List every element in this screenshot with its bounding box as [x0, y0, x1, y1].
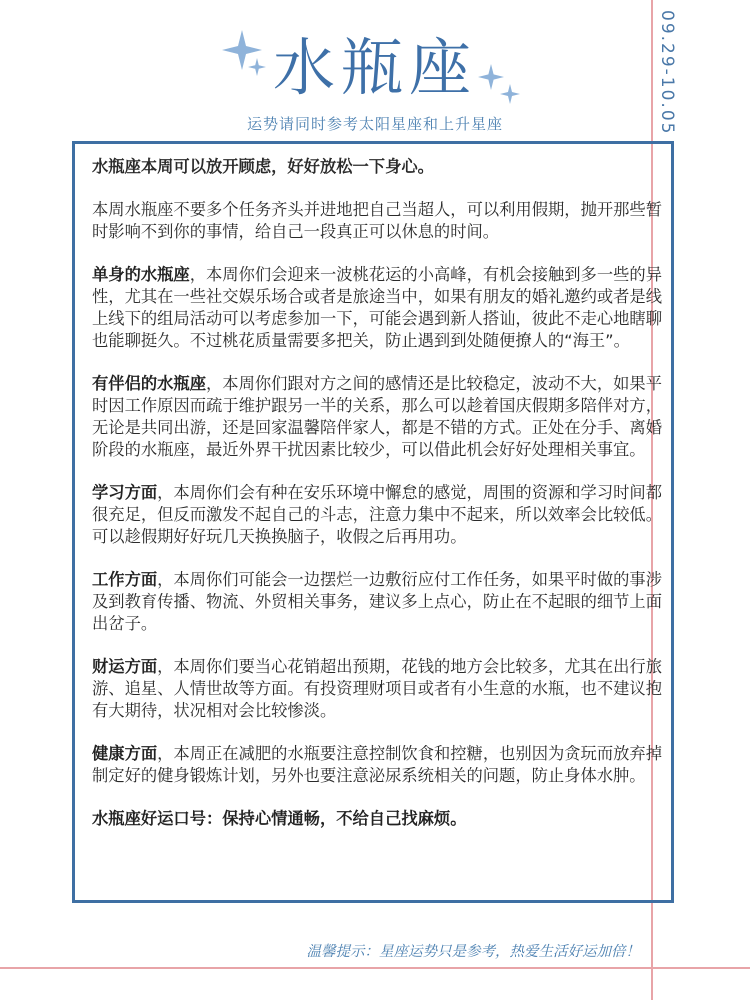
footer-tip: 温馨提示：星座运势只是参考，热爱生活好运加倍！: [306, 944, 640, 960]
section-label: 学习方面: [92, 483, 158, 502]
section-health: [92, 743, 662, 787]
page-subtitle: 运势请同时参考太阳星座和上升星座: [246, 115, 503, 133]
section-text: ，本周你们会有种在安乐环境中懈怠的感觉，周围的资源和学习时间都很充足，但反而激发不起自己的斗志，注意力集中不起来，所以效率会比较低。可以趁假期好好玩几天换换脑子，收假之后再用功。: [92, 483, 662, 546]
section-label: 单身的水瓶座: [92, 265, 190, 284]
section-label: 有伴侣的水瓶座: [92, 374, 206, 393]
article-body: [92, 148, 662, 851]
section-text: ，本周正在减肥的水瓶要注意控制饮食和控糖，也别因为贪玩而放弃掉制定好的健身锻炼计划，另外也要注意泌尿系统相关的问题，防止身体水肿。: [92, 744, 662, 785]
date-range: 09.29-10.05: [657, 10, 677, 136]
slogan-text: 水瓶座好运口号：保持心情通畅，不给自己找麻烦。: [92, 809, 467, 828]
section-wealth: [92, 656, 662, 722]
article-slogan: [92, 808, 662, 830]
section-work: [92, 569, 662, 635]
section-label: 健康方面: [92, 744, 158, 763]
page-title: 水瓶座: [272, 31, 477, 104]
section-study: [92, 482, 662, 548]
section-single: [92, 264, 662, 352]
section-text: ，本周你们会迎来一波桃花运的小高峰，有机会接触到多一些的异性，尤其在一些社交娱乐场合或者是旅途当中，如果有朋友的婚礼邀约或者是线上线下的组局活动可以考虑参加一下，可能会遇到新人搭讪，彼此不走心地瞎聊也能聊挺久。不过桃花质量需要多把关，防止遇到到处随便撩人的“海王”。: [92, 265, 662, 350]
section-text: ，本周你们要当心花销超出预期，花钱的地方会比较多，尤其在出行旅游、追星、人情世故等方面。有投资理财项目或者有小生意的水瓶，也不建议抱有大期待，状况相对会比较惨淡。: [92, 657, 662, 720]
section-label: 财运方面: [92, 657, 158, 676]
section-partnered: [92, 373, 662, 461]
article-headline: 水瓶座本周可以放开顾虑，好好放松一下身心。: [92, 157, 434, 176]
section-text: ，本周你们可能会一边摆烂一边敷衍应付工作任务，如果平时做的事涉及到教育传播、物流、外贸相关事务，建议多上点心，防止在不起眼的细节上面出岔子。: [92, 570, 662, 633]
section-label: 工作方面: [92, 570, 158, 589]
article-intro: 本周水瓶座不要多个任务齐头并进地把自己当超人，可以利用假期，抛开那些暂时影响不到你的事情，给自己一段真正可以休息的时间。: [92, 200, 662, 241]
section-text: ，本周你们跟对方之间的感情还是比较稳定，波动不大，如果平时因工作原因而疏于维护跟另一半的关系，那么可以趁着国庆假期多陪伴对方，无论是共同出游，还是回家温馨陪伴家人，都是不错的方式。正处在分手、离婚阶段的水瓶座，最近外界干扰因素比较少，可以借此机会好好处理相关事宜。: [92, 374, 662, 459]
decor-horizontal-line: [0, 967, 750, 969]
